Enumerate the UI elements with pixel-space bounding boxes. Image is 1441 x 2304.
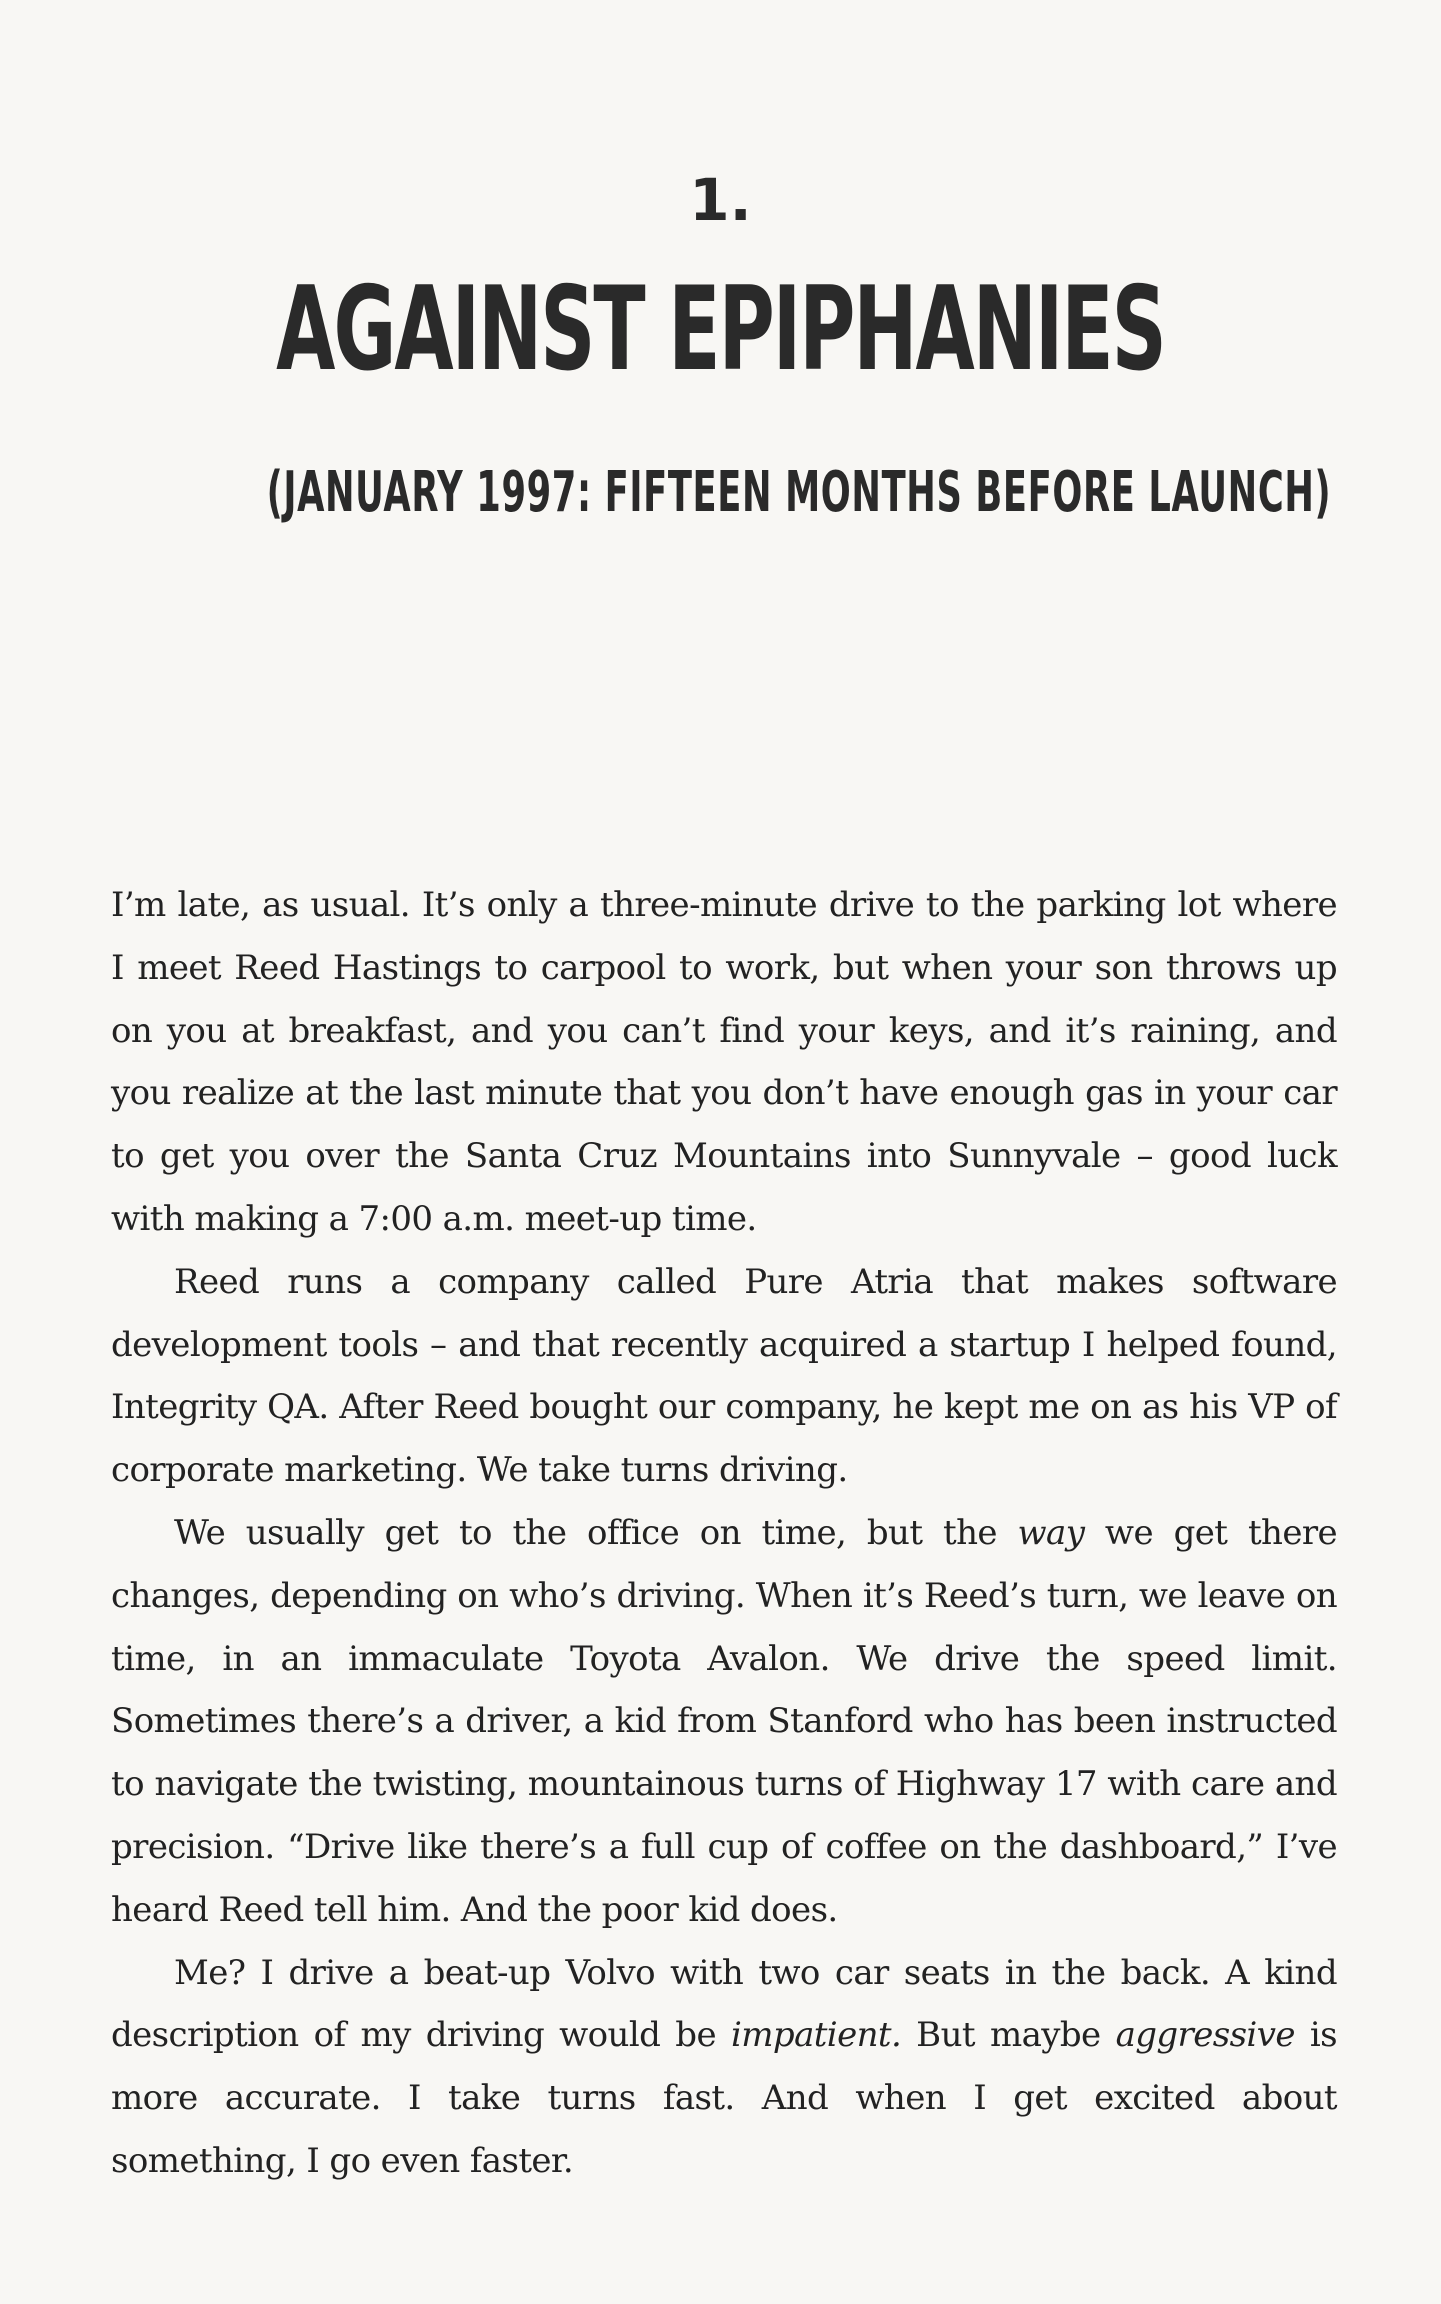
paragraph-4-text-c: is more accurate. I take turns fast. And when I get excited about something, I go even faster. <box>111 2015 1337 2181</box>
paragraph-3-text-b: we get there changes, depending on who’s driving. When it’s Reed’s turn, we leave on time, in an immaculate Toyota Avalon. We drive the speed limit. Sometimes there’s a driver, a kid from Stanford who has been instructed to navigate the twisting, mountainous turns of Highway 17 with care and precision. “Drive like there’s a full cup of coffee on the dashboard,” I’ve heard Reed tell him. And the poor kid does. <box>111 1512 1338 1930</box>
chapter-number: 1. <box>689 166 752 234</box>
chapter-body <box>111 874 1337 2193</box>
chapter-title: AGAINST EPIPHANIES <box>276 262 1165 397</box>
paragraph-4-emphasis-2: aggressive <box>1115 2015 1295 2056</box>
paragraph-3 <box>111 1502 1337 1942</box>
paragraph-2: Reed runs a company called Pure Atria that makes software development tools – and that recently acquired a startup I helped found, Integrity QA. After Reed bought our company, he kept me on as his VP of corporate marketing. We take turns driving. <box>111 1261 1337 1491</box>
paragraph-4-text-a: Me? I drive a beat-up Volvo with two car seats in the back. A kind description of my driving would be <box>111 1952 1337 2056</box>
paragraph-4-emphasis-1: impatient. <box>730 2015 902 2056</box>
paragraph-4-text-b: But maybe <box>901 2015 1116 2056</box>
paragraph-1: I’m late, as usual. It’s only a three-minute drive to the parking lot where I meet Reed Hastings to carpool to work, but when your son throws up on you at breakfast, and you can’t find your keys, and it’s raining, and you realize at the last minute that you don’t have enough gas in your car to get you over the Santa Cruz Mountains into Sunnyvale – good luck with making a 7:00 a.m. meet-up time. <box>111 885 1337 1239</box>
paragraph-3-emphasis: way <box>1017 1512 1085 1553</box>
paragraph-4 <box>111 1942 1337 2193</box>
chapter-subtitle: (JANUARY 1997: FIFTEEN MONTHS BEFORE LAUNCH) <box>266 460 1332 525</box>
paragraph-3-text-a: We usually get to the office on time, but the <box>174 1512 1018 1553</box>
